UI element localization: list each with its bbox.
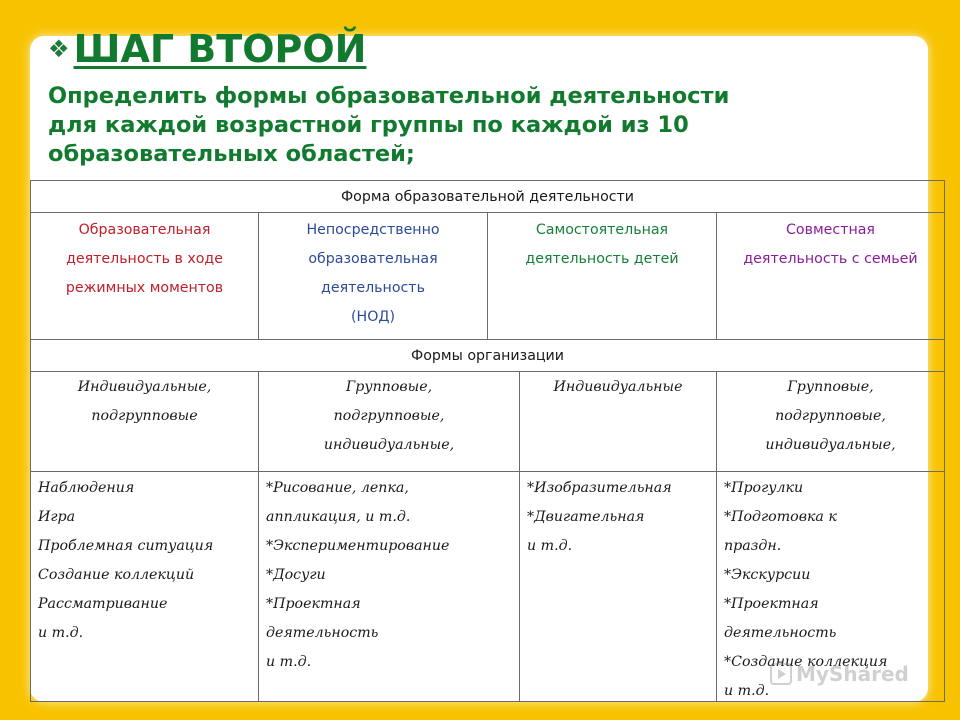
heading xyxy=(48,27,367,71)
list-item: Наблюдения xyxy=(38,480,135,496)
step-title: ШАГ ВТОРОЙ xyxy=(73,27,367,71)
list-item: *Прогулки xyxy=(724,480,804,496)
list-item: деятельность xyxy=(266,625,379,641)
description-line: образовательных областей; xyxy=(48,141,415,167)
list-item: *Изобразительная xyxy=(527,480,672,496)
list-item: аппликация, и т.д. xyxy=(266,509,411,525)
list-item: и т.д. xyxy=(527,538,573,554)
list-item: деятельность xyxy=(724,625,837,641)
list-item: *Создание коллекция xyxy=(724,654,888,670)
list-item: *Экскурсии xyxy=(724,567,811,583)
form-cell-nod: Непосредственно образовательная деятельность (НОД) xyxy=(259,213,488,340)
watermark-text: MyShared xyxy=(796,662,909,686)
list-item: *Проектная xyxy=(266,596,361,612)
description-line: для каждой возрастной группы по каждой из 10 xyxy=(48,112,689,138)
list-item: и т.д. xyxy=(724,683,770,699)
list-item: и т.д. xyxy=(266,654,312,670)
activity-forms-table xyxy=(30,180,945,702)
form-cell-independent: Самостоятельная деятельность детей xyxy=(488,213,717,340)
section-header-organization: Формы организации xyxy=(30,340,945,372)
list-item: праздн. xyxy=(724,538,782,554)
form-cell-family: Совместная деятельность с семьей xyxy=(717,213,945,340)
play-logo-icon xyxy=(770,663,792,685)
form-cell-regime: Образовательная деятельность в ходе режимных моментов xyxy=(30,213,259,340)
examples-cell-3 xyxy=(520,472,717,702)
list-item: *Рисование, лепка, xyxy=(266,480,409,496)
watermark xyxy=(770,662,909,686)
examples-cell-1 xyxy=(30,472,259,702)
list-item: *Двигательная xyxy=(527,509,645,525)
list-item: *Подготовка к xyxy=(724,509,837,525)
org-cell-2: Групповые, подгрупповые, индивидуальные, xyxy=(259,372,520,472)
org-cell-4: Групповые, подгрупповые, индивидуальные, xyxy=(717,372,945,472)
org-cell-3: Индивидуальные xyxy=(520,372,717,472)
list-item: *Экспериментирование xyxy=(266,538,450,554)
examples-cell-2 xyxy=(259,472,520,702)
list-item: Рассматривание xyxy=(38,596,168,612)
list-item: Игра xyxy=(38,509,76,525)
description-line: Определить формы образовательной деятельности xyxy=(48,83,730,109)
list-item: Проблемная ситуация xyxy=(38,538,214,554)
list-item: и т.д. xyxy=(38,625,84,641)
org-cell-1: Индивидуальные, подгрупповые xyxy=(30,372,259,472)
list-item: *Досуги xyxy=(266,567,326,583)
list-item: Создание коллекций xyxy=(38,567,195,583)
list-item: *Проектная xyxy=(724,596,819,612)
section-header-forms: Форма образовательной деятельности xyxy=(30,180,945,213)
diamond-bullet-icon: ❖ xyxy=(48,35,70,63)
step-description xyxy=(48,82,868,169)
